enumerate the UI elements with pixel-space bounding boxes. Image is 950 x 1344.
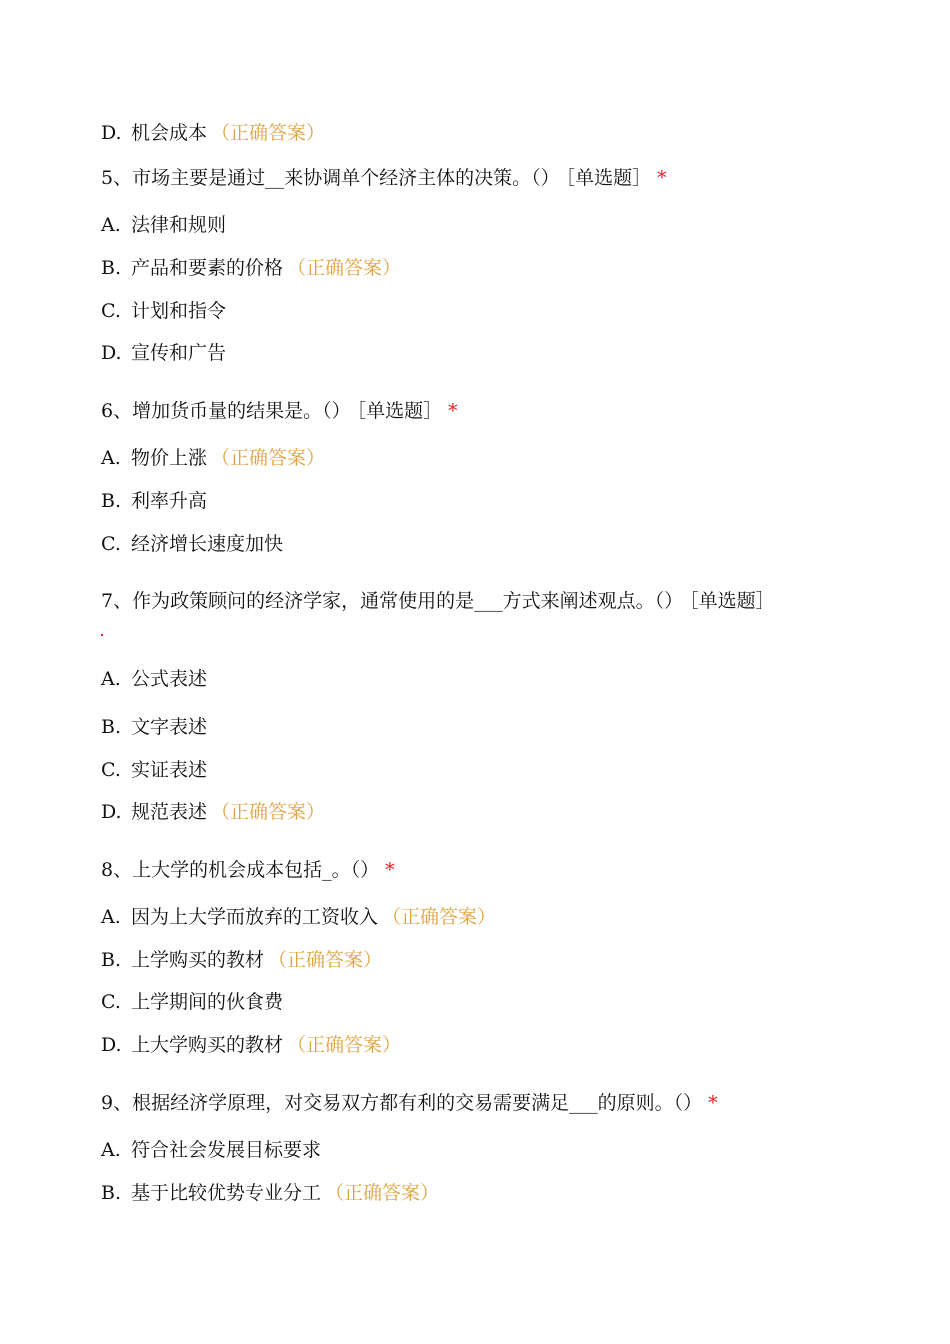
option-text: 利率升高 [131,490,208,512]
option-text: 计划和指令 [131,300,227,322]
required-mark: * [448,400,458,422]
option-letter: D. [101,342,122,364]
question-title: 6、增加货币量的结果是。（） [101,400,351,422]
option-q6-b [101,489,207,513]
option-text: 公式表述 [131,668,208,690]
option-q7-b [101,715,207,739]
option-q9-a [101,1138,321,1162]
option-q7-a [101,667,207,691]
required-mark: * [657,167,667,189]
option-letter: B. [101,716,122,738]
required-mark: * [385,859,395,881]
option-letter: B. [101,1182,122,1204]
option-q4-d [101,121,325,145]
option-text: 经济增长速度加快 [131,533,284,555]
question-5 [101,166,667,190]
correct-answer-tag: （正确答案） [211,447,326,469]
required-mark-dot [101,634,103,636]
question-6 [101,399,458,423]
option-letter: A. [101,214,121,236]
option-letter: B. [101,949,122,971]
question-7 [101,589,775,613]
option-q8-c [101,990,283,1014]
option-letter: D. [101,122,122,144]
option-text: 宣传和广告 [131,342,227,364]
option-text: 符合社会发展目标要求 [131,1139,322,1161]
option-q9-b [101,1181,439,1205]
option-q5-c [101,299,226,323]
option-letter: A. [101,906,121,928]
question-type-tag: ［单选题］ [565,167,652,189]
correct-answer-tag: （正确答案） [268,949,383,971]
question-8 [101,858,395,882]
option-text: 机会成本 [131,122,208,144]
option-q8-d [101,1033,401,1057]
correct-answer-tag: （正确答案） [325,1182,440,1204]
option-q8-a [101,905,496,929]
option-q7-d [101,800,325,824]
option-q5-b [101,256,401,280]
question-type-tag: ［单选题］ [689,590,775,612]
correct-answer-tag: （正确答案） [287,257,402,279]
question-title: 8、上大学的机会成本包括_。（） [101,859,380,881]
option-letter: D. [101,801,122,823]
option-q6-c [101,532,283,556]
option-letter: A. [101,447,121,469]
option-text: 上大学购买的教材 [131,1034,284,1056]
option-text: 规范表述 [131,801,208,823]
option-letter: C. [101,300,121,322]
option-letter: A. [101,1139,121,1161]
option-text: 基于比较优势专业分工 [131,1182,322,1204]
option-q7-c [101,758,207,782]
option-text: 上学购买的教材 [131,949,265,971]
correct-answer-tag: （正确答案） [287,1034,402,1056]
option-text: 法律和规则 [131,214,227,236]
question-type-tag: ［单选题］ [356,400,443,422]
option-q5-d [101,341,226,365]
option-q5-a [101,213,226,237]
required-mark: * [708,1092,718,1114]
option-text: 因为上大学而放弃的工资收入 [131,906,379,928]
option-letter: C. [101,759,121,781]
option-letter: D. [101,1034,122,1056]
question-9 [101,1091,718,1115]
question-title: 7、作为政策顾问的经济学家，通常使用的是___方式来阐述观点。（） [101,590,684,612]
option-text: 上学期间的伙食费 [131,991,284,1013]
question-title: 9、根据经济学原理，对交易双方都有利的交易需要满足___的原则。（） [101,1092,703,1114]
option-letter: C. [101,533,121,555]
option-letter: A. [101,668,121,690]
option-letter: C. [101,991,121,1013]
option-text: 产品和要素的价格 [131,257,284,279]
option-text: 文字表述 [131,716,208,738]
option-letter: B. [101,257,122,279]
correct-answer-tag: （正确答案） [211,801,326,823]
option-text: 实证表述 [131,759,208,781]
option-letter: B. [101,490,122,512]
option-q8-b [101,948,382,972]
correct-answer-tag: （正确答案） [211,122,326,144]
correct-answer-tag: （正确答案） [382,906,497,928]
option-text: 物价上涨 [131,447,208,469]
option-q6-a [101,446,325,470]
question-title: 5、市场主要是通过__来协调单个经济主体的决策。（） [101,167,560,189]
